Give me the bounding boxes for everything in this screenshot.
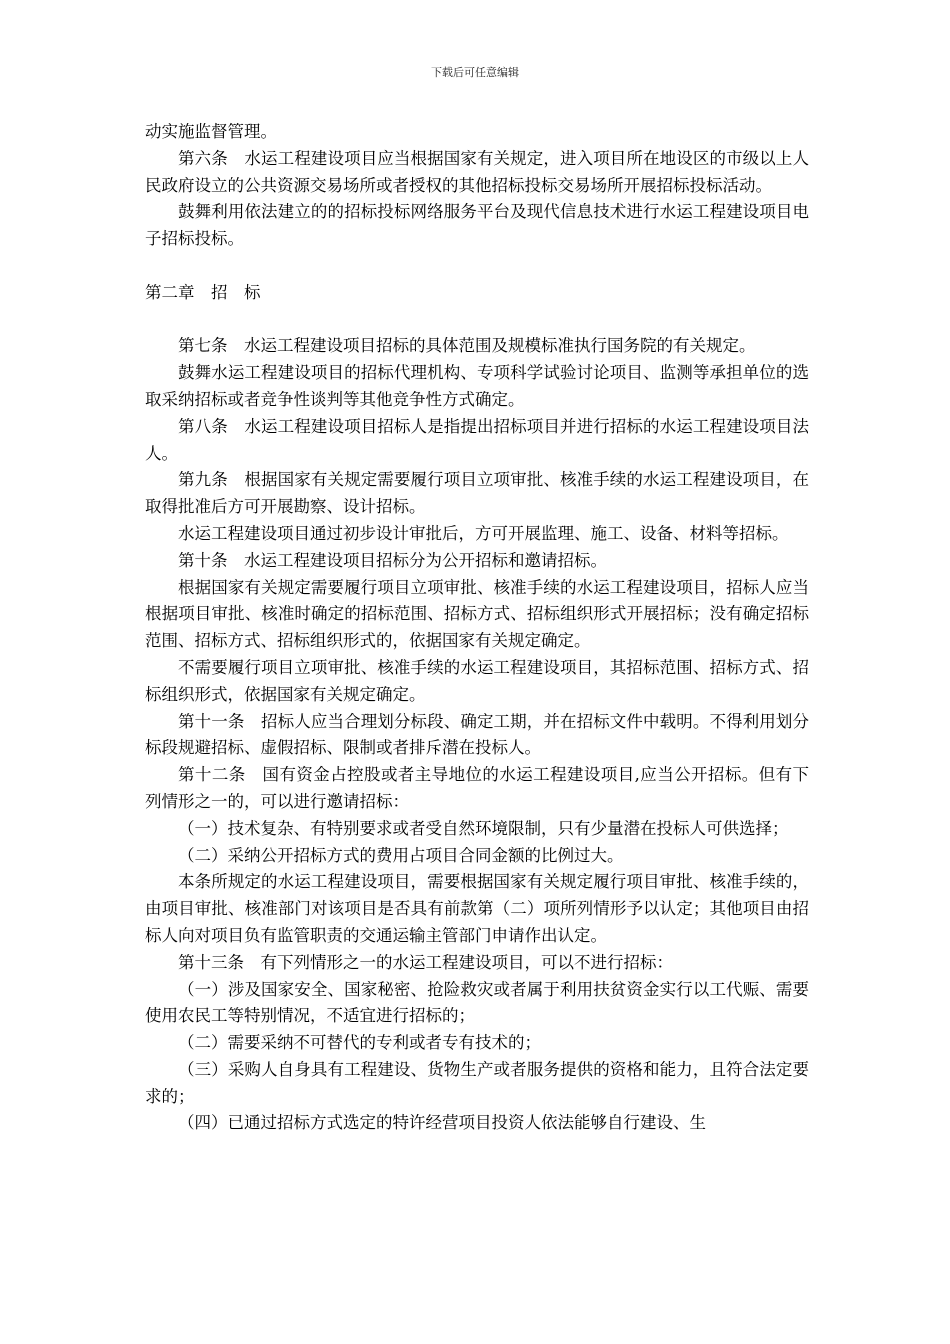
page-header: 下载后可任意编辑 [431, 66, 519, 79]
body-paragraph: 根据国家有关规定需要履行项目立项审批、核准手续的水运工程建设项目，招标人应当根据项目审批、核准时确定的招标范围、招标方式、招标组织形式开展招标；没有确定招标范围、招标方式、招标组织形式的，依据国家有关规定确定。 [145, 577, 809, 651]
body-paragraph: 第十二条 国有资金占控股或者主导地位的水运工程建设项目,应当公开招标。但有下列情形之一的，可以进行邀请招标： [145, 765, 809, 811]
body-paragraph: 本条所规定的水运工程建设项目，需要根据国家有关规定履行项目审批、核准手续的，由项目审批、核准部门对该项目是否具有前款第（二）项所列情形予以认定；其他项目由招标人向对项目负有监管职责的交通运输主管部门申请作出认定。 [145, 872, 809, 945]
body-paragraph: 水运工程建设项目通过初步设计审批后，方可开展监理、施工、设备、材料等招标。 [178, 523, 789, 543]
body-paragraph: 不需要履行项目立项审批、核准手续的水运工程建设项目，其招标范围、招标方式、招标组织形式，依据国家有关规定确定。 [145, 657, 809, 704]
body-paragraph: 第八条 水运工程建设项目招标人是指提出招标项目并进行招标的水运工程建设项目法人。 [145, 416, 809, 463]
body-paragraph: 动实施监督管理。 [145, 122, 277, 141]
body-paragraph: （三）采购人自身具有工程建设、货物生产或者服务提供的资格和能力，且符合法定要求的； [145, 1059, 809, 1106]
body-paragraph: 第十一条 招标人应当合理划分标段、确定工期，并在招标文件中载明。不得利用划分标段规避招标、虚假招标、限制或者排斥潜在投标人。 [145, 711, 809, 758]
body-paragraph: 第六条 水运工程建设项目应当根据国家有关规定，进入项目所在地设区的市级以上人民政府设立的公共资源交易场所或者授权的其他招标投标交易场所开展招标投标活动。 [145, 148, 809, 195]
body-paragraph: （二）采纳公开招标方式的费用占项目合同金额的比例过大。 [178, 845, 624, 865]
body-paragraph: 第七条 水运工程建设项目招标的具体范围及规模标准执行国务院的有关规定。 [178, 336, 756, 356]
body-paragraph: 鼓舞水运工程建设项目的招标代理机构、专项科学试验讨论项目、监测等承担单位的选取采纳招标或者竞争性谈判等其他竞争性方式确定。 [145, 363, 809, 409]
body-paragraph: （四）已通过招标方式选定的特许经营项目投资人依法能够自行建设、生 [178, 1113, 706, 1133]
body-paragraph: （一）涉及国家安全、国家秘密、抢险救灾或者属于利用扶贫资金实行以工代赈、需要使用农民工等特别情况，不适宜进行招标的； [145, 979, 809, 1026]
blank-line [145, 253, 809, 280]
document-body [145, 119, 809, 1137]
body-paragraph: 第十三条 有下列情形之一的水运工程建设项目，可以不进行招标： [178, 952, 673, 972]
chapter-heading: 第二章 招 标 [145, 282, 261, 302]
body-paragraph: 第十条 水运工程建设项目招标分为公开招标和邀请招标。 [178, 550, 607, 570]
body-paragraph: 第九条 根据国家有关规定需要履行项目立项审批、核准手续的水运工程建设项目，在取得批准后方可开展勘察、设计招标。 [145, 470, 809, 517]
blank-line [145, 307, 809, 334]
body-paragraph: （二）需要采纳不可替代的专利或者专有技术的； [178, 1033, 541, 1053]
body-paragraph: 鼓舞利用依法建立的的招标投标网络服务平台及现代信息技术进行水运工程建设项目电子招标投标。 [145, 202, 809, 249]
body-paragraph: （一）技术复杂、有特别要求或者受自然环境限制，只有少量潜在投标人可供选择； [178, 818, 789, 838]
